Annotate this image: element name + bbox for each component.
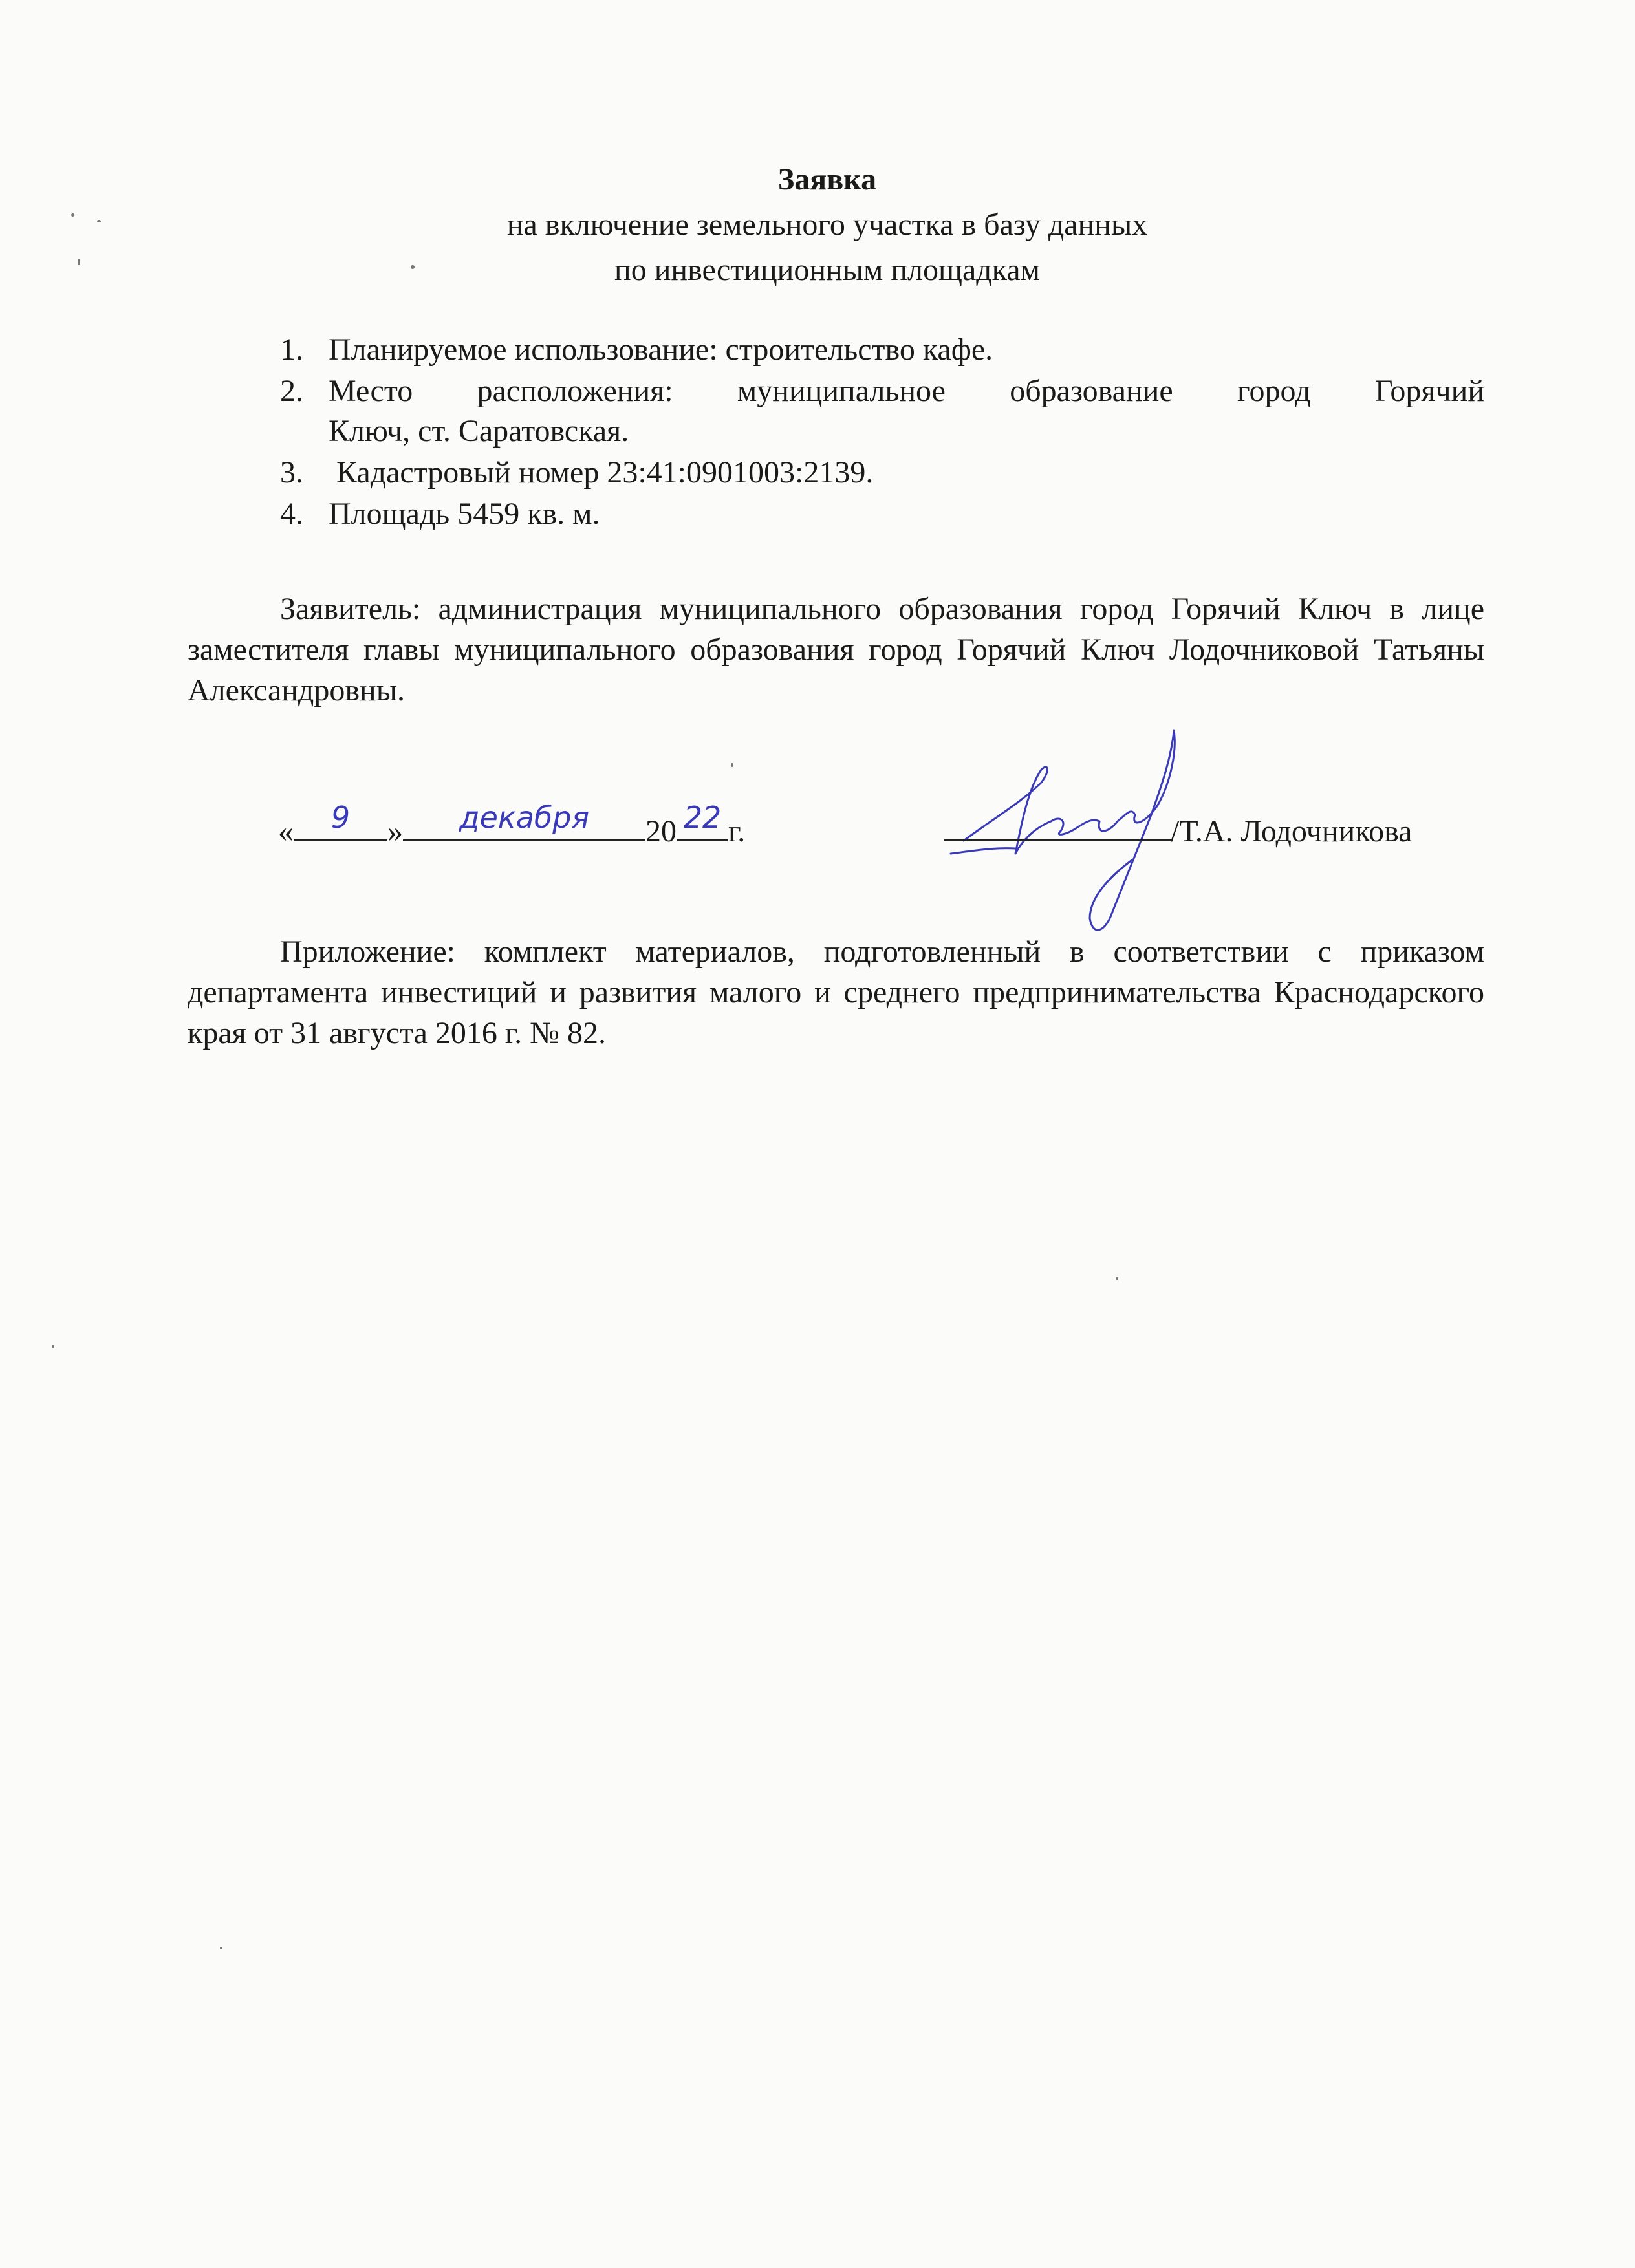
- document-title: Заявка: [777, 162, 877, 197]
- date-line: [278, 800, 746, 851]
- date-day-handwritten: 9: [330, 800, 351, 835]
- scan-speck: [411, 265, 415, 269]
- list-item: [280, 330, 1484, 370]
- scan-speck: [71, 213, 74, 217]
- scan-speck: [1116, 1277, 1118, 1280]
- applicant-paragraph: Заявитель: администрация муниципального образования город Горячий Ключ в лице заместителя главы муниципального образования город Горячий Ключ Лодочниковой Татьяны Александровны.: [188, 592, 1484, 707]
- list-item-text: [329, 371, 1484, 451]
- appendix-paragraph: Приложение: комплект материалов, подготовленный в соответствии с приказом департамента инвестиций и развития малого и среднего предпринимательства Краснодарского края от 31 августа 2016 г. № 82.: [188, 934, 1484, 1050]
- document-subtitle-line-2: по инвестиционным площадкам: [614, 253, 1040, 287]
- signatory-name: /Т.А. Лодочникова: [1171, 814, 1413, 848]
- list-item: [280, 494, 1484, 534]
- date-year-unit: г.: [728, 814, 746, 848]
- list-item: [280, 371, 1484, 451]
- scan-speck: [78, 259, 80, 265]
- date-year-blank: [677, 800, 728, 841]
- scan-speck: [220, 1947, 222, 1949]
- document-subtitle-line-1: на включение земельного участка в базу данных: [506, 208, 1148, 242]
- list-item-number: 3.: [280, 455, 303, 490]
- date-day-blank: [294, 800, 387, 841]
- numbered-list: [280, 330, 1484, 535]
- list-item-number: 1.: [280, 332, 303, 367]
- scan-speck: [97, 220, 101, 222]
- date-year-prefix: 20: [645, 814, 677, 848]
- list-item: [280, 453, 1484, 493]
- list-item-number: 4.: [280, 497, 303, 531]
- list-item-text: Площадь 5459 кв. м.: [329, 497, 600, 531]
- list-item-text-line-2: Ключ, ст. Саратовская.: [329, 414, 629, 448]
- date-month-blank: [403, 800, 645, 841]
- date-year-handwritten: 22: [683, 800, 722, 835]
- date-close-quote: »: [387, 814, 403, 848]
- list-item-text: Кадастровый номер 23:41:0901003:2139.: [329, 455, 874, 490]
- date-month-handwritten: декабря: [459, 800, 590, 835]
- list-item-text-line-1: Место расположения: муниципальное образование город Горячий: [329, 374, 1484, 408]
- date-open-quote: «: [278, 814, 294, 848]
- scan-speck: [52, 1345, 54, 1348]
- list-item-text: Планируемое использование: строительство кафе.: [329, 332, 993, 367]
- list-item-number: 2.: [280, 374, 303, 408]
- signature-line: [944, 808, 1412, 851]
- signature-blank: [944, 808, 1171, 841]
- scan-speck: [731, 763, 733, 767]
